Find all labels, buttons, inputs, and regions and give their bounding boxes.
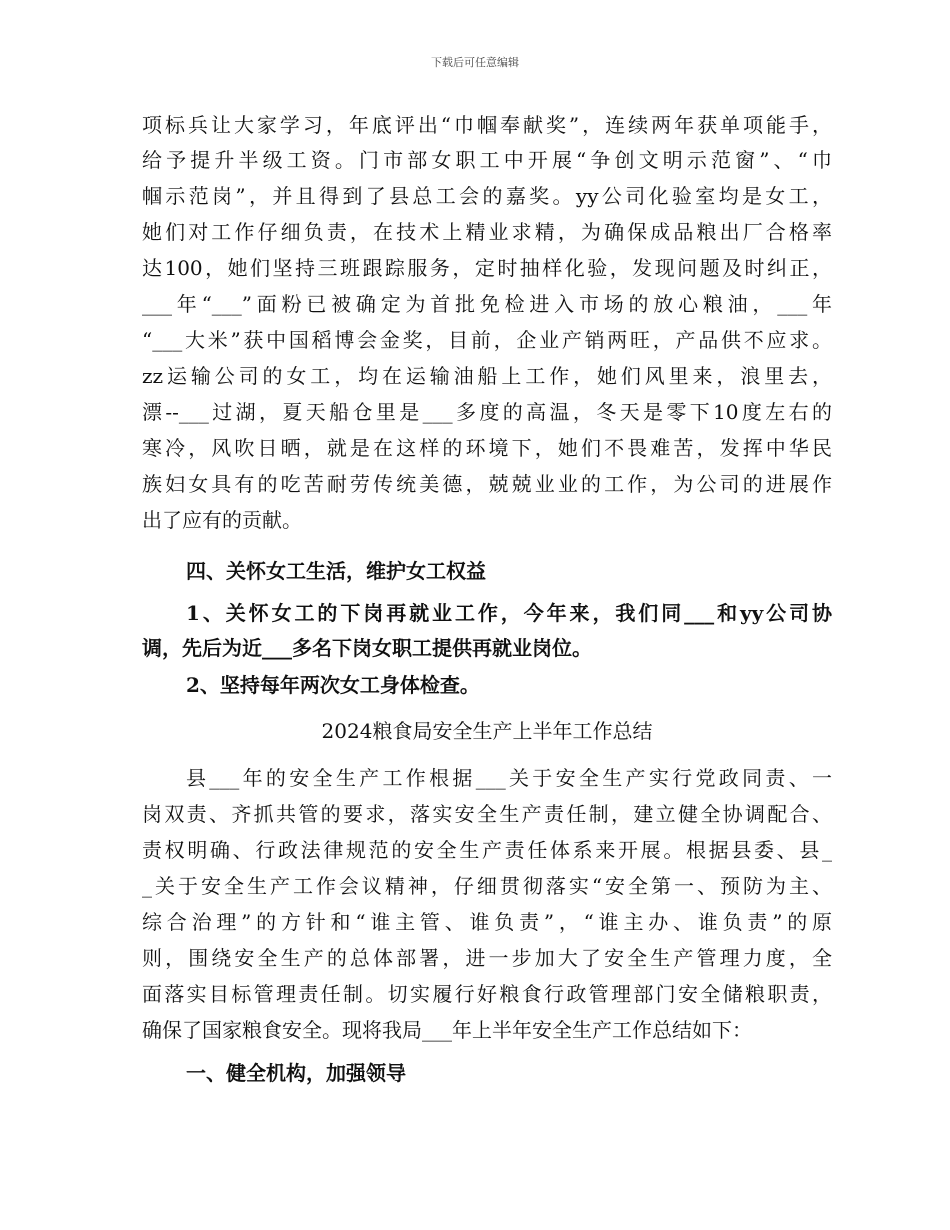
body-line: 帼示范岗”，并且得到了县总工会的嘉奖。yy公司化验室均是女工， bbox=[142, 184, 832, 208]
body-line: 确保了国家粮食安全。现将我局___年上半年安全生产工作总结如下： bbox=[142, 1018, 752, 1042]
body-line: 出了应有的贡献。 bbox=[142, 508, 302, 532]
body-line: “___大米”获中国稻博会金奖，目前，企业产销两旺，产品供不应求。 bbox=[142, 328, 832, 352]
page-header: 下载后可任意编辑 bbox=[431, 56, 519, 69]
list-item: 调，先后为近___多名下岗女职工提供再就业岗位。 bbox=[142, 636, 592, 660]
body-line: _关于安全生产工作会议精神，仔细贯彻落实“安全第一、预防为主、 bbox=[142, 874, 832, 898]
body-line: 她们对工作仔细负责，在技术上精业求精，为确保成品粮出厂合格率 bbox=[142, 220, 832, 244]
document-title: 2024粮食局安全生产上半年工作总结 bbox=[321, 719, 653, 743]
body-line: 族妇女具有的吃苦耐劳传统美德，兢兢业业的工作，为公司的进展作 bbox=[142, 472, 832, 496]
section-heading: 一、健全机构，加强领导 bbox=[186, 1061, 406, 1085]
body-line: 达100，她们坚持三班跟踪服务，定时抽样化验，发现问题及时纠正， bbox=[142, 256, 832, 280]
body-line: 给予提升半级工资。门市部女职工中开展“争创文明示范窗”、“巾 bbox=[142, 148, 832, 172]
body-line: 责权明确、行政法律规范的安全生产责任体系来开展。根据县委、县_ bbox=[142, 838, 832, 862]
body-line: 漂--___过湖，夏天船仓里是___多度的高温，冬天是零下10度左右的 bbox=[142, 400, 832, 424]
body-line: 寒冷，风吹日晒，就是在这样的环境下，她们不畏难苦，发挥中华民 bbox=[142, 436, 832, 460]
list-item: 1、关怀女工的下岗再就业工作，今年来，我们同___和yy公司协 bbox=[186, 601, 832, 625]
body-line: 则，围绕安全生产的总体部署，进一步加大了安全生产管理力度，全 bbox=[142, 946, 832, 970]
body-line: 项标兵让大家学习，年底评出“巾帼奉献奖”，连续两年获单项能手， bbox=[142, 113, 832, 137]
body-line: 县___年的安全生产工作根据___关于安全生产实行党政同责、一 bbox=[186, 766, 832, 790]
section-heading: 四、关怀女工生活，维护女工权益 bbox=[186, 559, 486, 583]
list-item: 2、坚持每年两次女工身体检查。 bbox=[186, 673, 480, 697]
body-line: 综合治理”的方针和“谁主管、谁负责”，“谁主办、谁负责”的原 bbox=[142, 910, 832, 934]
body-line: 面落实目标管理责任制。切实履行好粮食行政管理部门安全储粮职责， bbox=[142, 982, 832, 1006]
body-line: zz运输公司的女工，均在运输油船上工作，她们风里来，浪里去， bbox=[142, 364, 832, 388]
body-line: ___年“___”面粉已被确定为首批免检进入市场的放心粮油，___年 bbox=[142, 292, 832, 316]
body-line: 岗双责、齐抓共管的要求，落实安全生产责任制，建立健全协调配合、 bbox=[142, 802, 832, 826]
